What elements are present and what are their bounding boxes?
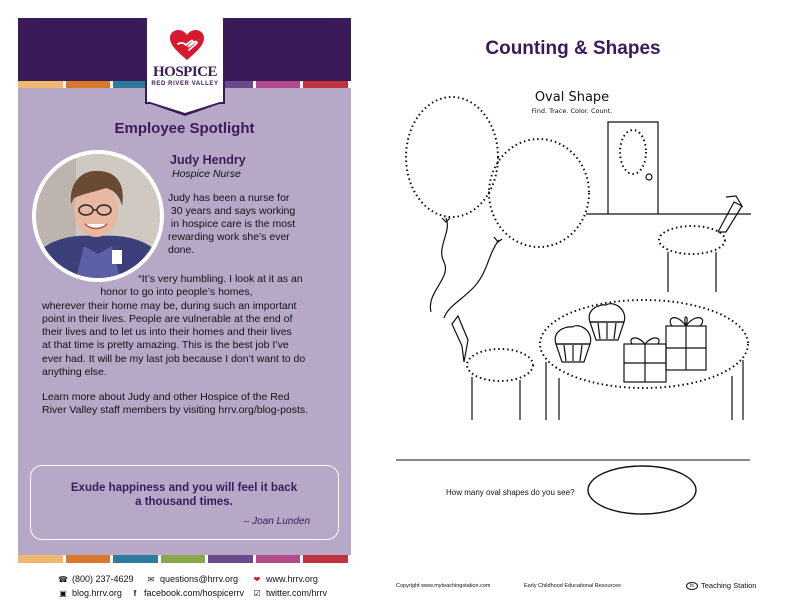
heart-hand-icon	[169, 30, 205, 62]
balloon-oval	[406, 97, 498, 217]
quote-line: honor to go into people’s homes,	[42, 286, 253, 299]
hospice-logo	[145, 18, 225, 104]
balloon-knot	[494, 237, 502, 242]
featured-quote-line: a thousand times.	[135, 496, 233, 508]
cupcake	[555, 326, 590, 362]
logo-subtitle: RED RIVER VALLEY	[151, 81, 219, 87]
worksheet-subheading: Find. Trace. Color. Count.	[531, 107, 613, 115]
blog-text: blog.hrrv.org	[72, 588, 122, 598]
featured-quote-box	[30, 465, 339, 540]
logo-wordmark: HOSPICE	[152, 64, 217, 80]
stripe-segment	[256, 555, 304, 563]
web-text: www.hrrv.org	[266, 574, 318, 584]
email-contact[interactable]	[146, 574, 252, 584]
blog-icon: ▣	[59, 588, 67, 598]
answer-oval[interactable]	[588, 466, 696, 514]
heart-icon: ❤	[253, 574, 261, 584]
door-knob	[646, 174, 652, 180]
teaching-station-text: Teaching Station	[701, 581, 757, 590]
learn-more-text	[42, 391, 342, 418]
employee-name: Judy Hendry	[170, 153, 246, 167]
blog-contact[interactable]	[58, 588, 130, 598]
stripe-segment	[256, 81, 304, 88]
front-chair-back	[452, 316, 468, 362]
facebook-text: facebook.com/hospicerrv	[144, 588, 245, 598]
quote-line: point in their lives. People are vulnerable at the end of	[42, 312, 293, 325]
balloon-oval	[489, 139, 589, 247]
bio-line: rewarding work she’s ever	[168, 231, 290, 243]
front-chair-seat-oval	[467, 349, 533, 381]
worksheet-title: Counting & Shapes	[485, 38, 661, 59]
bio-line: in hospice care is the most	[168, 218, 296, 230]
door	[608, 122, 658, 214]
present	[624, 338, 666, 382]
quote-line: “It’s very humbling. I look at it as an	[42, 273, 303, 285]
present	[666, 317, 706, 370]
phone-icon: ☎	[58, 574, 68, 584]
worksheet-copyright: Copyright www.myteachingstation.com	[396, 583, 491, 589]
oval-shape-worksheet	[396, 82, 758, 522]
quote-line: ever had. It will be my last job because I don’t want to do	[42, 352, 306, 365]
phone-text: (800) 237-4629	[72, 574, 134, 584]
email-text: questions@hrrv.org	[160, 574, 239, 584]
phone-contact[interactable]	[58, 574, 146, 584]
employee-bio	[168, 192, 308, 257]
teaching-station-icon: ts	[686, 582, 698, 590]
stripe-segment	[18, 81, 66, 88]
bio-line: 30 years and says working	[168, 205, 296, 217]
bio-line: done.	[168, 244, 195, 256]
employee-role: Hospice Nurse	[172, 168, 241, 180]
worksheet-tagline: Early Childhood Educational Resources	[524, 583, 621, 589]
facebook-icon: f	[133, 588, 137, 598]
worksheet-question: How many oval shapes do you see?	[446, 488, 575, 497]
balloon-string	[444, 240, 499, 318]
stripe-segment	[66, 81, 114, 88]
stripe-segment	[161, 555, 209, 563]
cupcake	[589, 304, 624, 340]
stripe-segment	[303, 555, 351, 563]
twitter-contact[interactable]	[252, 588, 327, 598]
stripe-segment	[303, 81, 351, 88]
contact-footer	[58, 572, 338, 600]
color-stripes-bottom	[18, 555, 351, 563]
quote-author: – Joan Lunden	[243, 516, 310, 527]
balloon-string	[430, 218, 447, 312]
bio-line: Judy has been a nurse for	[168, 192, 290, 204]
employee-quote	[42, 273, 332, 379]
learn-line: Learn more about Judy and other Hospice of the Red	[42, 391, 290, 403]
learn-line: River Valley staff members by visiting hrrv.org/blog-posts.	[42, 404, 309, 417]
stripe-segment	[66, 555, 114, 563]
worksheet-heading: Oval Shape	[534, 90, 610, 105]
chair-seat-oval	[659, 226, 725, 254]
quote-line: their lives and to let us into their homes and their lives	[42, 326, 292, 339]
employee-photo	[32, 150, 164, 282]
envelope-icon: ✉	[147, 574, 155, 584]
featured-quote	[31, 481, 337, 509]
twitter-text: twitter.com/hrrv	[266, 588, 328, 598]
spotlight-flyer	[18, 18, 351, 563]
stripe-segment	[18, 555, 66, 563]
twitter-icon: ☑	[253, 588, 261, 598]
spotlight-title: Employee Spotlight	[114, 120, 255, 137]
facebook-contact[interactable]	[130, 588, 252, 598]
quote-line: anything else.	[42, 366, 107, 379]
stripe-segment	[208, 555, 256, 563]
door-window-oval	[620, 130, 646, 174]
portrait-image	[36, 154, 160, 278]
quote-line: wherever their home may be, during such an important	[42, 299, 297, 312]
stripe-segment	[113, 555, 161, 563]
teaching-station-logo	[686, 581, 756, 590]
quote-line: at that time is pretty amazing. This is the best job I’ve	[42, 339, 289, 352]
featured-quote-line: Exude happiness and you will feel it back	[70, 482, 298, 494]
web-contact[interactable]	[252, 574, 318, 584]
